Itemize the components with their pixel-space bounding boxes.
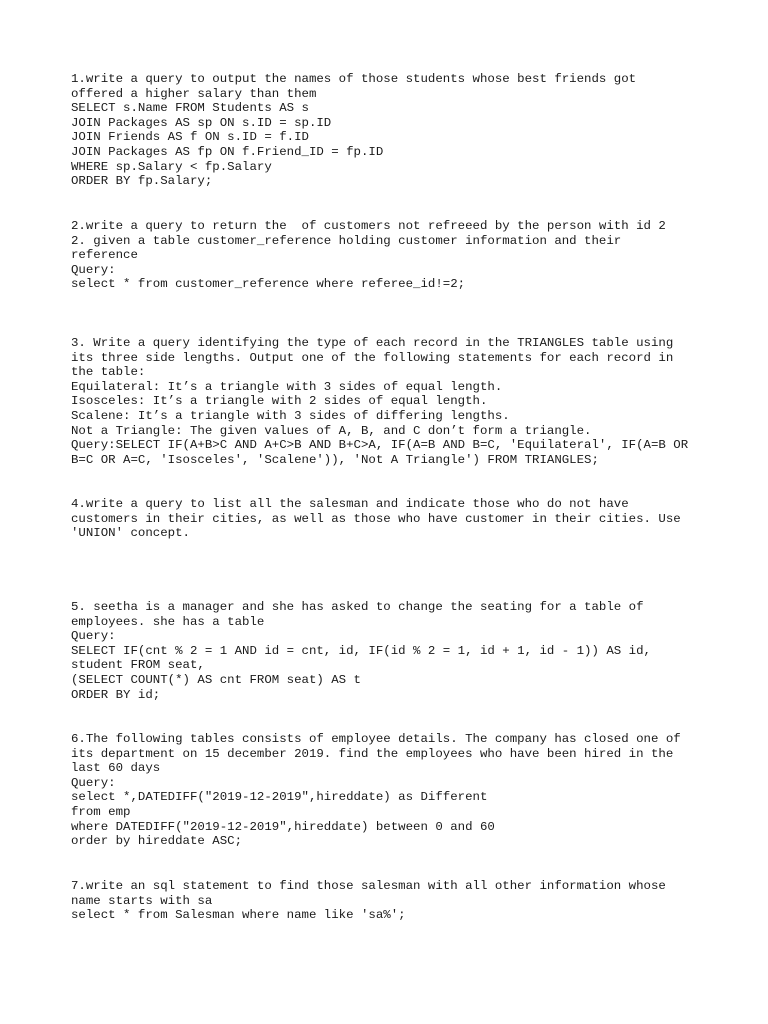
text-line: Not a Triangle: The given values of A, B, and C don’t form a triangle. — [71, 423, 592, 438]
text-line: 2.write a query to return the of customers not refreeed by the person with id 2 — [71, 219, 666, 233]
question-4 — [71, 497, 711, 541]
text-line: SELECT s.Name FROM Students AS s — [71, 101, 309, 116]
text-line: name starts with sa — [71, 893, 213, 908]
text-line: order by hireddate ASC; — [71, 834, 243, 849]
text-line: Query: — [71, 262, 116, 277]
text-line: 4.write a query to list all the salesman and indicate those who do not have — [71, 497, 629, 511]
text-line: reference — [71, 248, 138, 263]
text-line: select *,DATEDIFF("2019-12-2019",hireddate) as Different — [71, 790, 488, 805]
text-line: employees. she has a table — [71, 614, 265, 629]
text-line: JOIN Packages AS fp ON f.Friend_ID = fp.ID — [71, 144, 384, 159]
text-line: select * from customer_reference where referee_id!=2; — [71, 277, 466, 292]
text-line: ORDER BY fp.Salary; — [71, 174, 213, 189]
question-7 — [71, 879, 711, 923]
text-line: 2. given a table customer_reference holding customer information and their — [71, 233, 622, 248]
text-line: the table: — [71, 365, 146, 380]
text-line: Equilateral: It’s a triangle with 3 sides of equal length. — [71, 379, 503, 394]
text-line: JOIN Friends AS f ON s.ID = f.ID — [71, 130, 309, 145]
text-line: 7.write an sql statement to find those salesman with all other information whose — [71, 879, 666, 893]
text-line: JOIN Packages AS sp ON s.ID = sp.ID — [71, 115, 332, 130]
text-line: 3. Write a query identifying the type of each record in the TRIANGLES table using — [71, 336, 674, 350]
text-line: 5. seetha is a manager and she has asked to change the seating for a table of — [71, 600, 644, 614]
text-line: student FROM seat, — [71, 658, 205, 673]
text-line: Query: — [71, 775, 116, 790]
text-line: ORDER BY id; — [71, 687, 161, 702]
text-line: select * from Salesman where name like 'sa%'; — [71, 908, 406, 923]
question-6 — [71, 732, 711, 849]
question-1 — [71, 72, 711, 189]
question-2 — [71, 219, 711, 292]
text-line: customers in their cities, as well as those who have customer in their cities. Use — [71, 511, 681, 526]
text-line: 6.The following tables consists of employee details. The company has closed one of — [71, 732, 681, 746]
text-line: last 60 days — [71, 761, 161, 776]
text-line: from emp — [71, 804, 131, 819]
text-line: 1.write a query to output the names of those students whose best friends got — [71, 72, 637, 86]
question-3 — [71, 336, 711, 467]
text-line: 'UNION' concept. — [71, 526, 190, 541]
question-5 — [71, 600, 711, 702]
text-line: its department on 15 december 2019. find the employees who have been hired in the — [71, 746, 674, 761]
text-line: WHERE sp.Salary < fp.Salary — [71, 159, 272, 174]
text-line: Isosceles: It’s a triangle with 2 sides of equal length. — [71, 394, 488, 409]
text-line: Scalene: It’s a triangle with 3 sides of differing lengths. — [71, 408, 510, 423]
text-line: its three side lengths. Output one of the following statements for each record in — [71, 350, 674, 365]
text-line: B=C OR A=C, 'Isosceles', 'Scalene')), 'Not A Triangle') FROM TRIANGLES; — [71, 452, 599, 467]
text-line: Query:SELECT IF(A+B>C AND A+C>B AND B+C>A, IF(A=B AND B=C, 'Equilateral', IF(A=B OR — [71, 438, 689, 453]
text-line: offered a higher salary than them — [71, 86, 317, 101]
text-line: where DATEDIFF("2019-12-2019",hireddate) between 0 and 60 — [71, 819, 495, 834]
text-line: (SELECT COUNT(*) AS cnt FROM seat) AS t — [71, 672, 361, 687]
text-line: Query: — [71, 629, 116, 644]
text-line: SELECT IF(cnt % 2 = 1 AND id = cnt, id, IF(id % 2 = 1, id + 1, id - 1)) AS id, — [71, 643, 651, 658]
